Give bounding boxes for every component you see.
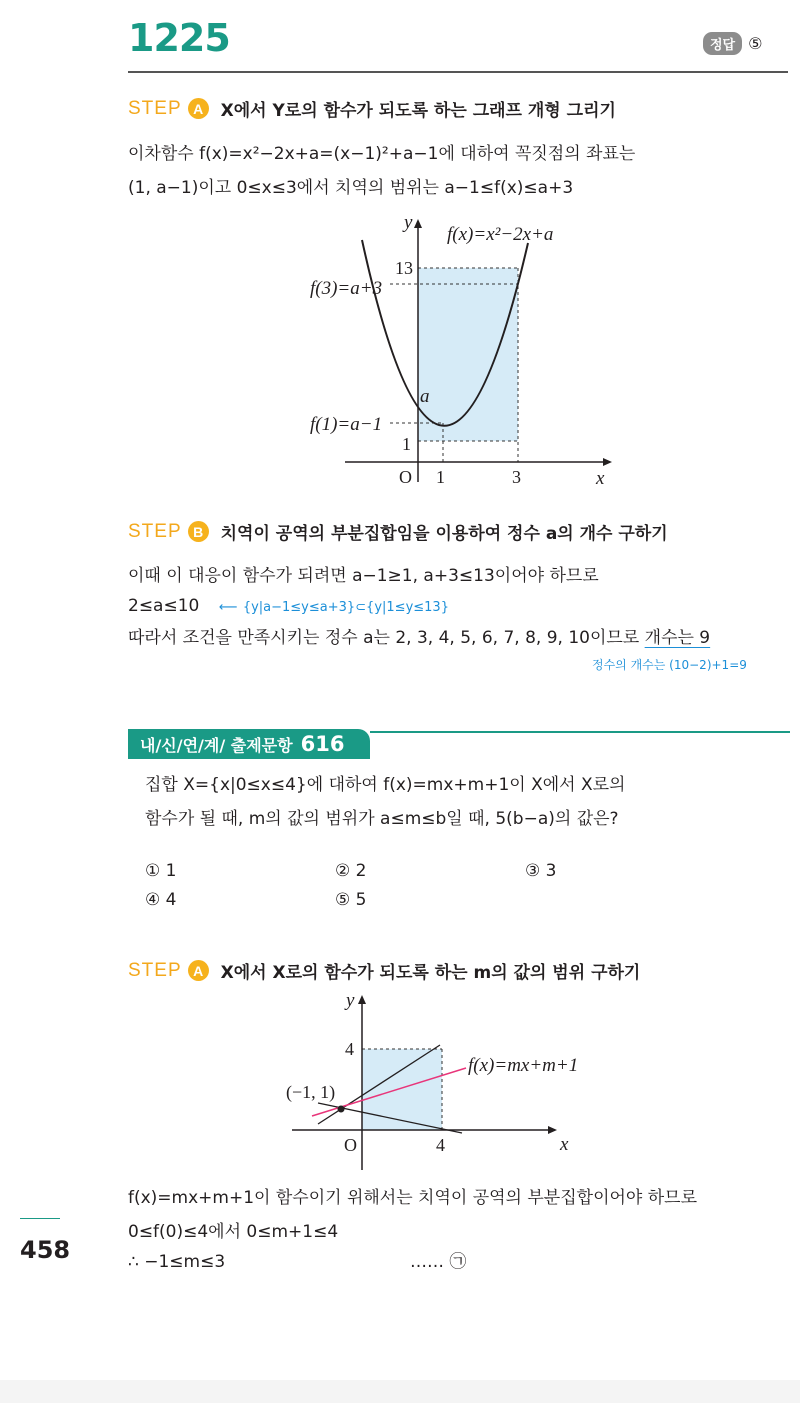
choice-4[interactable]: ④ 4 <box>145 890 177 910</box>
choice-2[interactable]: ② 2 <box>335 861 367 881</box>
x-axis-label: x <box>560 1134 569 1155</box>
problem-number: 1225 <box>128 16 230 60</box>
choice-5[interactable]: ⑤ 5 <box>335 890 367 910</box>
function-label: f(x)=mx+m+1 <box>468 1055 579 1076</box>
x-axis-label: x <box>596 468 605 489</box>
x-tick-3: 3 <box>512 467 521 487</box>
step-label: STEP <box>128 520 182 542</box>
y-label-a: a <box>420 386 430 407</box>
step-label: STEP <box>128 97 182 119</box>
para3-line3: ∴ −1≤m≤3 <box>128 1252 226 1272</box>
y-label-1: 1 <box>402 434 411 454</box>
choice-3[interactable]: ③ 3 <box>525 861 557 881</box>
conclusion-text: 따라서 조건을 만족시키는 정수 a는 2, 3, 4, 5, 6, 7, 8, 9, 10이므로 <box>128 628 640 648</box>
step-badge: A <box>188 98 209 119</box>
answer-count: 개수는 9 <box>644 628 711 648</box>
range-shade <box>362 1049 442 1130</box>
function-label: f(x)=x²−2x+a <box>447 224 554 245</box>
linked-tab-number: 616 <box>300 732 345 756</box>
origin-label: O <box>344 1135 357 1155</box>
y-axis-label: y <box>404 212 413 233</box>
para1-line1: 이차함수 f(x)=x²−2x+a=(x−1)²+a−1에 대하여 꼭짓점의 좌표는 <box>128 144 636 164</box>
y-label-f3: f(3)=a+3 <box>310 278 383 299</box>
question-line2: 함수가 될 때, m의 값의 범위가 a≤m≤b일 때, 5(b−a)의 값은? <box>145 809 619 829</box>
equation-tag: …… ㉠ <box>410 1252 467 1272</box>
page-bottom-margin <box>0 1380 800 1403</box>
para3-line1: f(x)=mx+m+1이 함수이기 위해서는 치역이 공역의 부분집합이어야 하므로 <box>128 1188 698 1208</box>
x-tick-1: 1 <box>436 467 445 487</box>
step-badge: A <box>188 960 209 981</box>
answer-value: ⑤ <box>748 34 763 53</box>
choice-1[interactable]: ① 1 <box>145 861 177 881</box>
arrow-note-icon: ⟵ <box>218 600 238 615</box>
step-title: 치역이 공역의 부분집합임을 이용하여 정수 a의 개수 구하기 <box>220 524 668 544</box>
count-note: 정수의 개수는 (10−2)+1=9 <box>592 658 747 672</box>
fixed-point <box>338 1106 345 1113</box>
answer-badge: 정답 <box>703 32 742 55</box>
step-title: X에서 Y로의 함수가 되도록 하는 그래프 개형 그리기 <box>220 101 616 121</box>
linked-tab-label: 내/신/연/계/ 출제문항 <box>140 735 293 755</box>
inequality: 2≤a≤10 <box>128 596 200 616</box>
y-axis-label: y <box>346 990 355 1011</box>
question-line1: 집합 X={x|0≤x≤4}에 대하여 f(x)=mx+m+1이 X에서 X로의 <box>145 775 626 795</box>
para1-line2: (1, a−1)이고 0≤x≤3에서 치역의 범위는 a−1≤f(x)≤a+3 <box>128 178 574 198</box>
subset-note: {y|a−1≤y≤a+3}⊂{y|1≤y≤13} <box>242 600 449 615</box>
step-title: X에서 X로의 함수가 되도록 하는 m의 값의 범위 구하기 <box>220 963 641 983</box>
page-number: 458 <box>20 1236 71 1264</box>
y-tick-4: 4 <box>345 1039 354 1059</box>
x-tick-4: 4 <box>436 1135 445 1155</box>
step-label: STEP <box>128 959 182 981</box>
y-label-f1: f(1)=a−1 <box>310 414 383 435</box>
para2-line1: 이때 이 대응이 함수가 되려면 a−1≥1, a+3≤13이어야 하므로 <box>128 566 599 586</box>
origin-label: O <box>399 467 412 487</box>
point-label: (−1, 1) <box>286 1082 336 1102</box>
para3-line2: 0≤f(0)≤4에서 0≤m+1≤4 <box>128 1222 339 1242</box>
page-number-rule <box>20 1218 60 1219</box>
y-label-13: 13 <box>395 258 413 278</box>
step-badge: B <box>188 521 209 542</box>
